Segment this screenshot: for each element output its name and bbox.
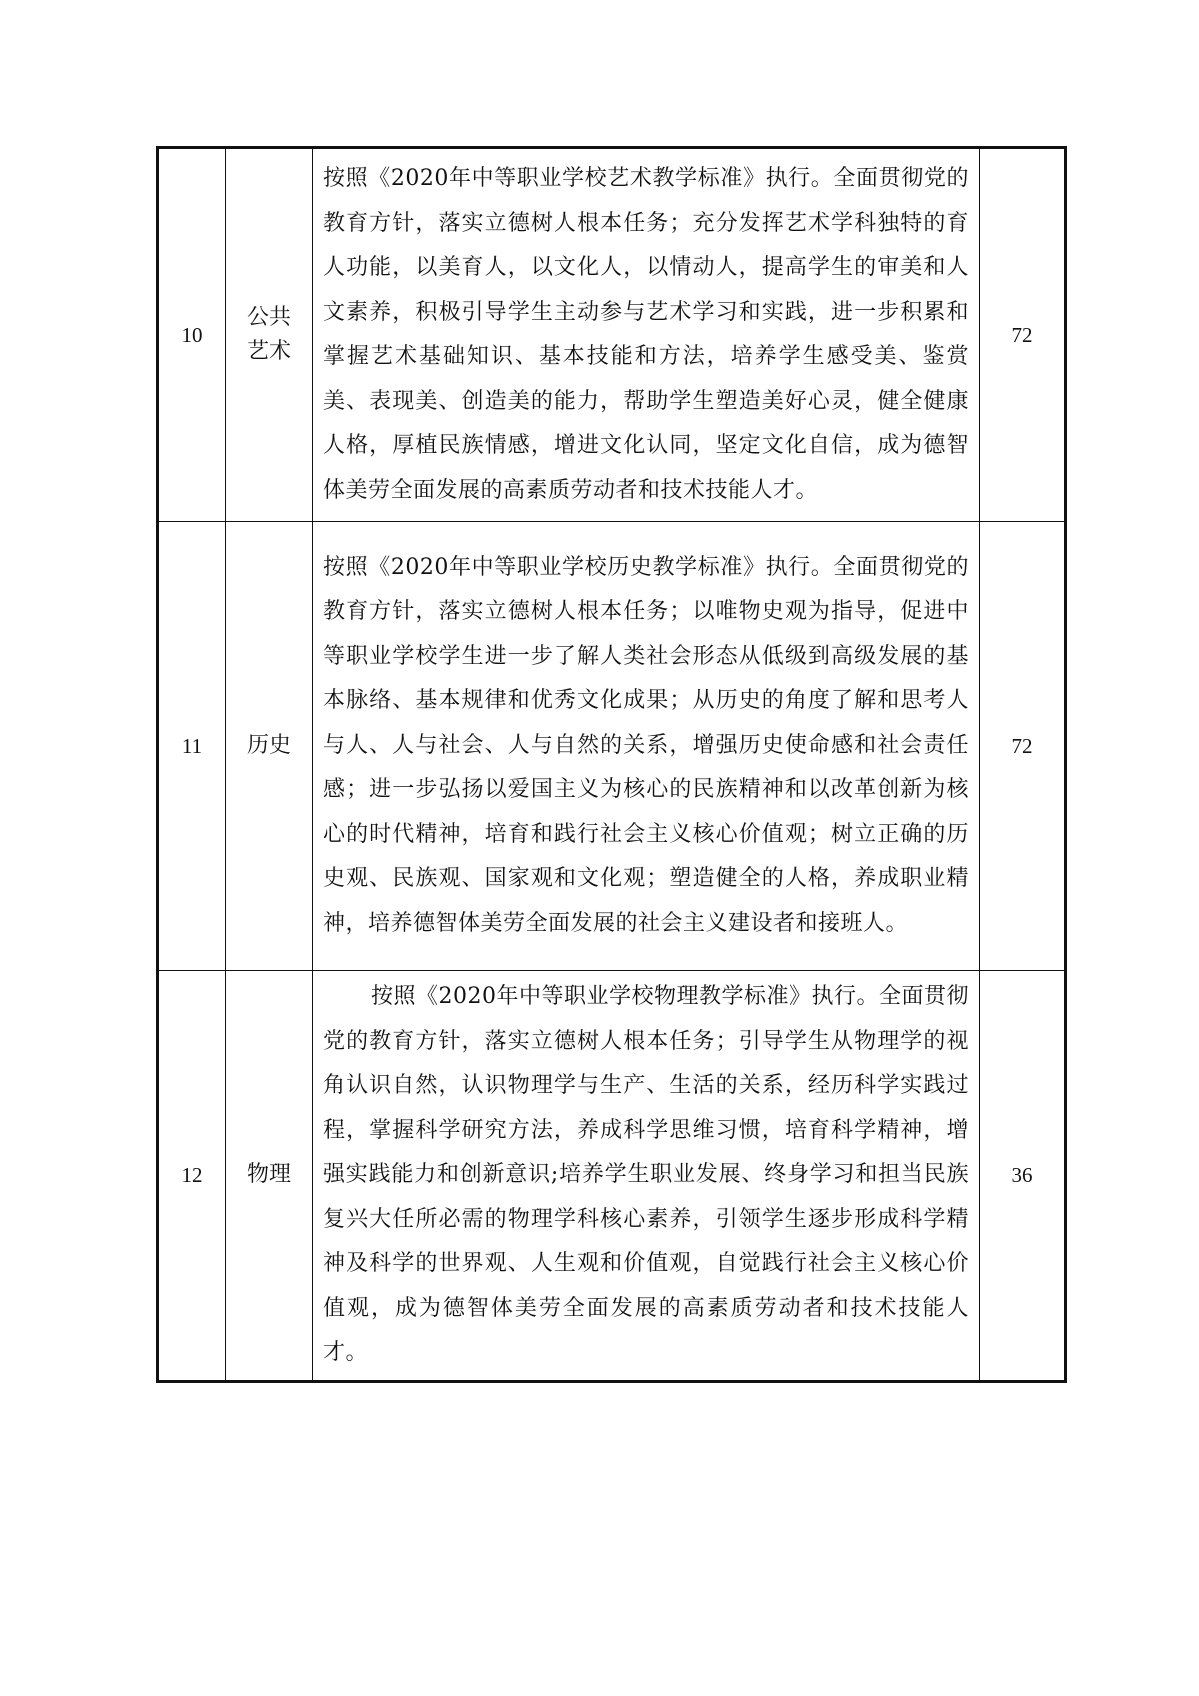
course-name-line: 公共 [246, 305, 291, 330]
row-number: 12 [158, 971, 226, 1382]
course-name-line: 艺术 [246, 339, 291, 364]
row-number: 10 [158, 148, 226, 522]
table-row [158, 522, 1066, 971]
course-table [156, 146, 1067, 1383]
course-name [226, 971, 313, 1382]
row-number: 11 [158, 522, 226, 971]
table-row [158, 971, 1066, 1382]
course-name-line: 历史 [246, 733, 291, 758]
course-name [226, 522, 313, 971]
course-name [226, 148, 313, 522]
course-description: 按照《2020年中等职业学校艺术教学标准》执行。全面贯彻党的教育方针，落实立德树人根本任务；充分发挥艺术学科独特的育人功能，以美育人，以文化人，以情动人，提高学生的审美和人文素养，积极引导学生主动参与艺术学习和实践，进一步积累和掌握艺术基础知识、基本技能和方法，培养学生感受美、鉴赏美、表现美、创造美的能力，帮助学生塑造美好心灵，健全健康人格，厚植民族情感，增进文化认同，坚定文化自信，成为德智体美劳全面发展的高素质劳动者和技术技能人才。 [313, 148, 980, 522]
course-hours: 72 [980, 148, 1066, 522]
table-row [158, 148, 1066, 522]
course-hours: 72 [980, 522, 1066, 971]
course-name-line: 物理 [246, 1162, 291, 1188]
course-description: 按照《2020年中等职业学校历史教学标准》执行。全面贯彻党的教育方针，落实立德树人根本任务；以唯物史观为指导，促进中等职业学校学生进一步了解人类社会形态从低级到高级发展的基本脉络、基本规律和优秀文化成果；从历史的角度了解和思考人与人、人与社会、人与自然的关系，增强历史使命感和社会责任感；进一步弘扬以爱国主义为核心的民族精神和以改革创新为核心的时代精神，培育和践行社会主义核心价值观；树立正确的历史观、民族观、国家观和文化观；塑造健全的人格，养成职业精神，培养德智体美劳全面发展的社会主义建设者和接班人。 [313, 522, 980, 971]
course-description: 按照《2020年中等职业学校物理教学标准》执行。全面贯彻党的教育方针，落实立德树人根本任务；引导学生从物理学的视角认识自然，认识物理学与生产、生活的关系，经历科学实践过程，掌握科学研究方法，养成科学思维习惯，培育科学精神，增强实践能力和创新意识;培养学生职业发展、终身学习和担当民族复兴大任所必需的物理学科核心素养，引领学生逐步形成科学精神及科学的世界观、人生观和价值观，自觉践行社会主义核心价值观，成为德智体美劳全面发展的高素质劳动者和技术技能人才。 [313, 971, 980, 1382]
course-hours: 36 [980, 971, 1066, 1382]
